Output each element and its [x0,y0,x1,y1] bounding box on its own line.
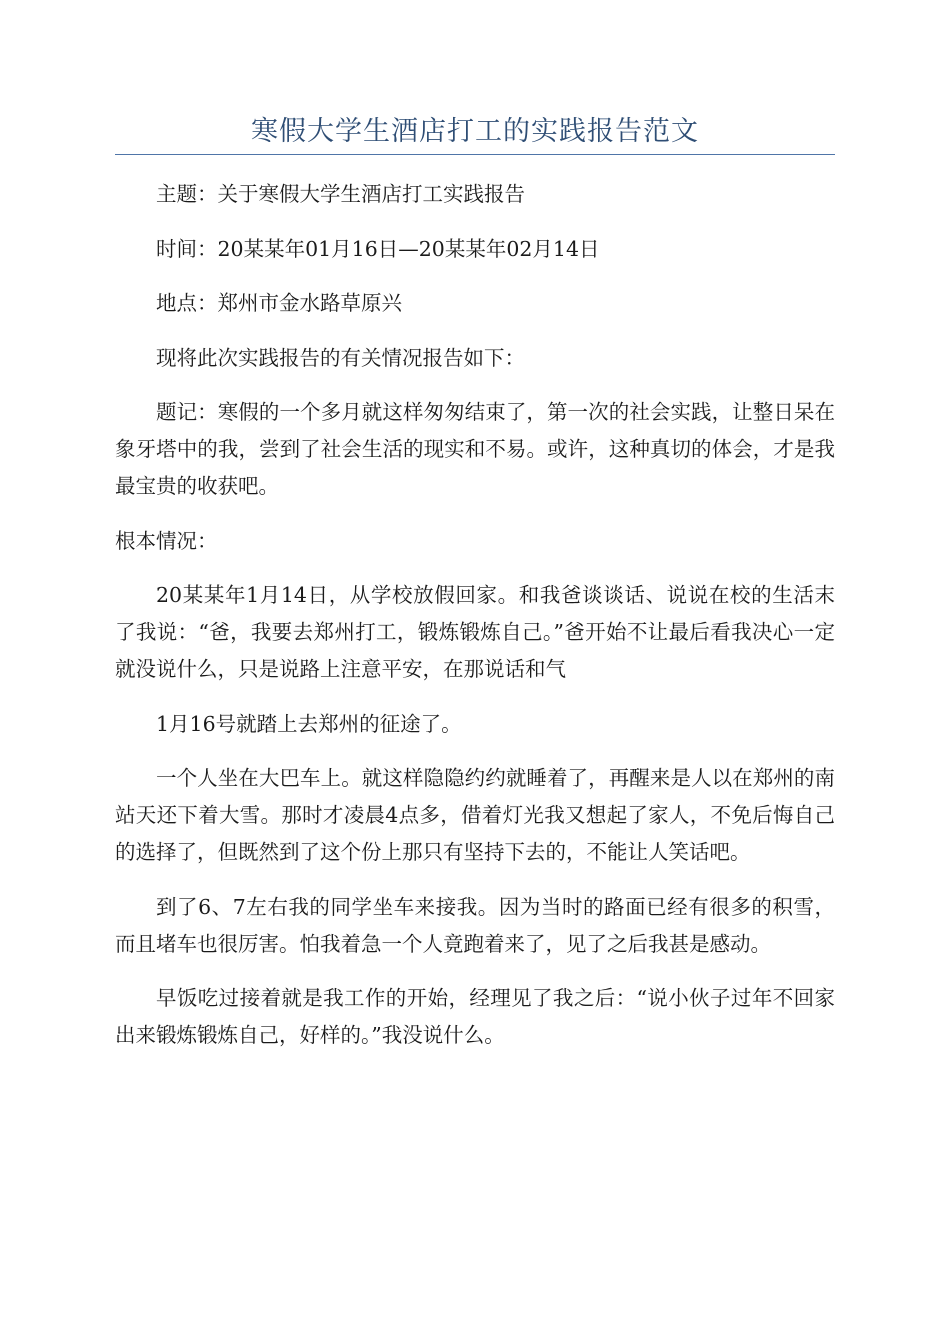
paragraph-epigraph: 题记：寒假的一个多月就这样匆匆结束了，第一次的社会实践，让整日呆在象牙塔中的我，尝到了社会生活的现实和不易。或许，这种真切的体会，才是我最宝贵的收获吧。 [115,400,835,498]
paragraph-body: 1月16号就踏上去郑州的征途了。 [156,711,462,736]
title-underline [115,154,835,155]
paragraph-body: 早饭吃过接着就是我工作的开始，经理见了我之后：“说小伙子过年不回家出来锻炼锻炼自己，好样的。”我没说什么。 [115,986,835,1047]
paragraph-time: 时间：20某某年01月16日—20某某年02月14日 [156,236,600,261]
document-body [115,176,835,1072]
paragraph-intro: 现将此次实践报告的有关情况报告如下： [156,345,525,370]
paragraph-body: 到了6、7左右我的同学坐车来接我。因为当时的路面已经有很多的积雪，而且堵车也很厉害。怕我着急一个人竟跑着来了，见了之后我甚是感动。 [115,894,835,956]
paragraph-subject: 主题：关于寒假大学生酒店打工实践报告 [156,182,525,206]
section-heading-basic-situation: 根本情况： [115,528,218,553]
paragraph-body: 一个人坐在大巴车上。就这样隐隐约约就睡着了，再醒来是人以在郑州的南站天还下着大雪。那时才凌晨4点多，借着灯光我又想起了家人，不免后悔自己的选择了，但既然到了这个份上那只有坚持下去的，不能让人笑话吧。 [115,766,835,864]
document-title: 寒假大学生酒店打工的实践报告范文 [251,116,699,147]
paragraph-body: 20某某年1月14日，从学校放假回家。和我爸谈谈话、说说在校的生活末了我说：“爸，我要去郑州打工，锻炼锻炼自己。”爸开始不让最后看我决心一定就没说什么，只是说路上注意平安，在那说话和气 [115,583,835,681]
paragraph-location: 地点：郑州市金水路草原兴 [156,291,402,315]
